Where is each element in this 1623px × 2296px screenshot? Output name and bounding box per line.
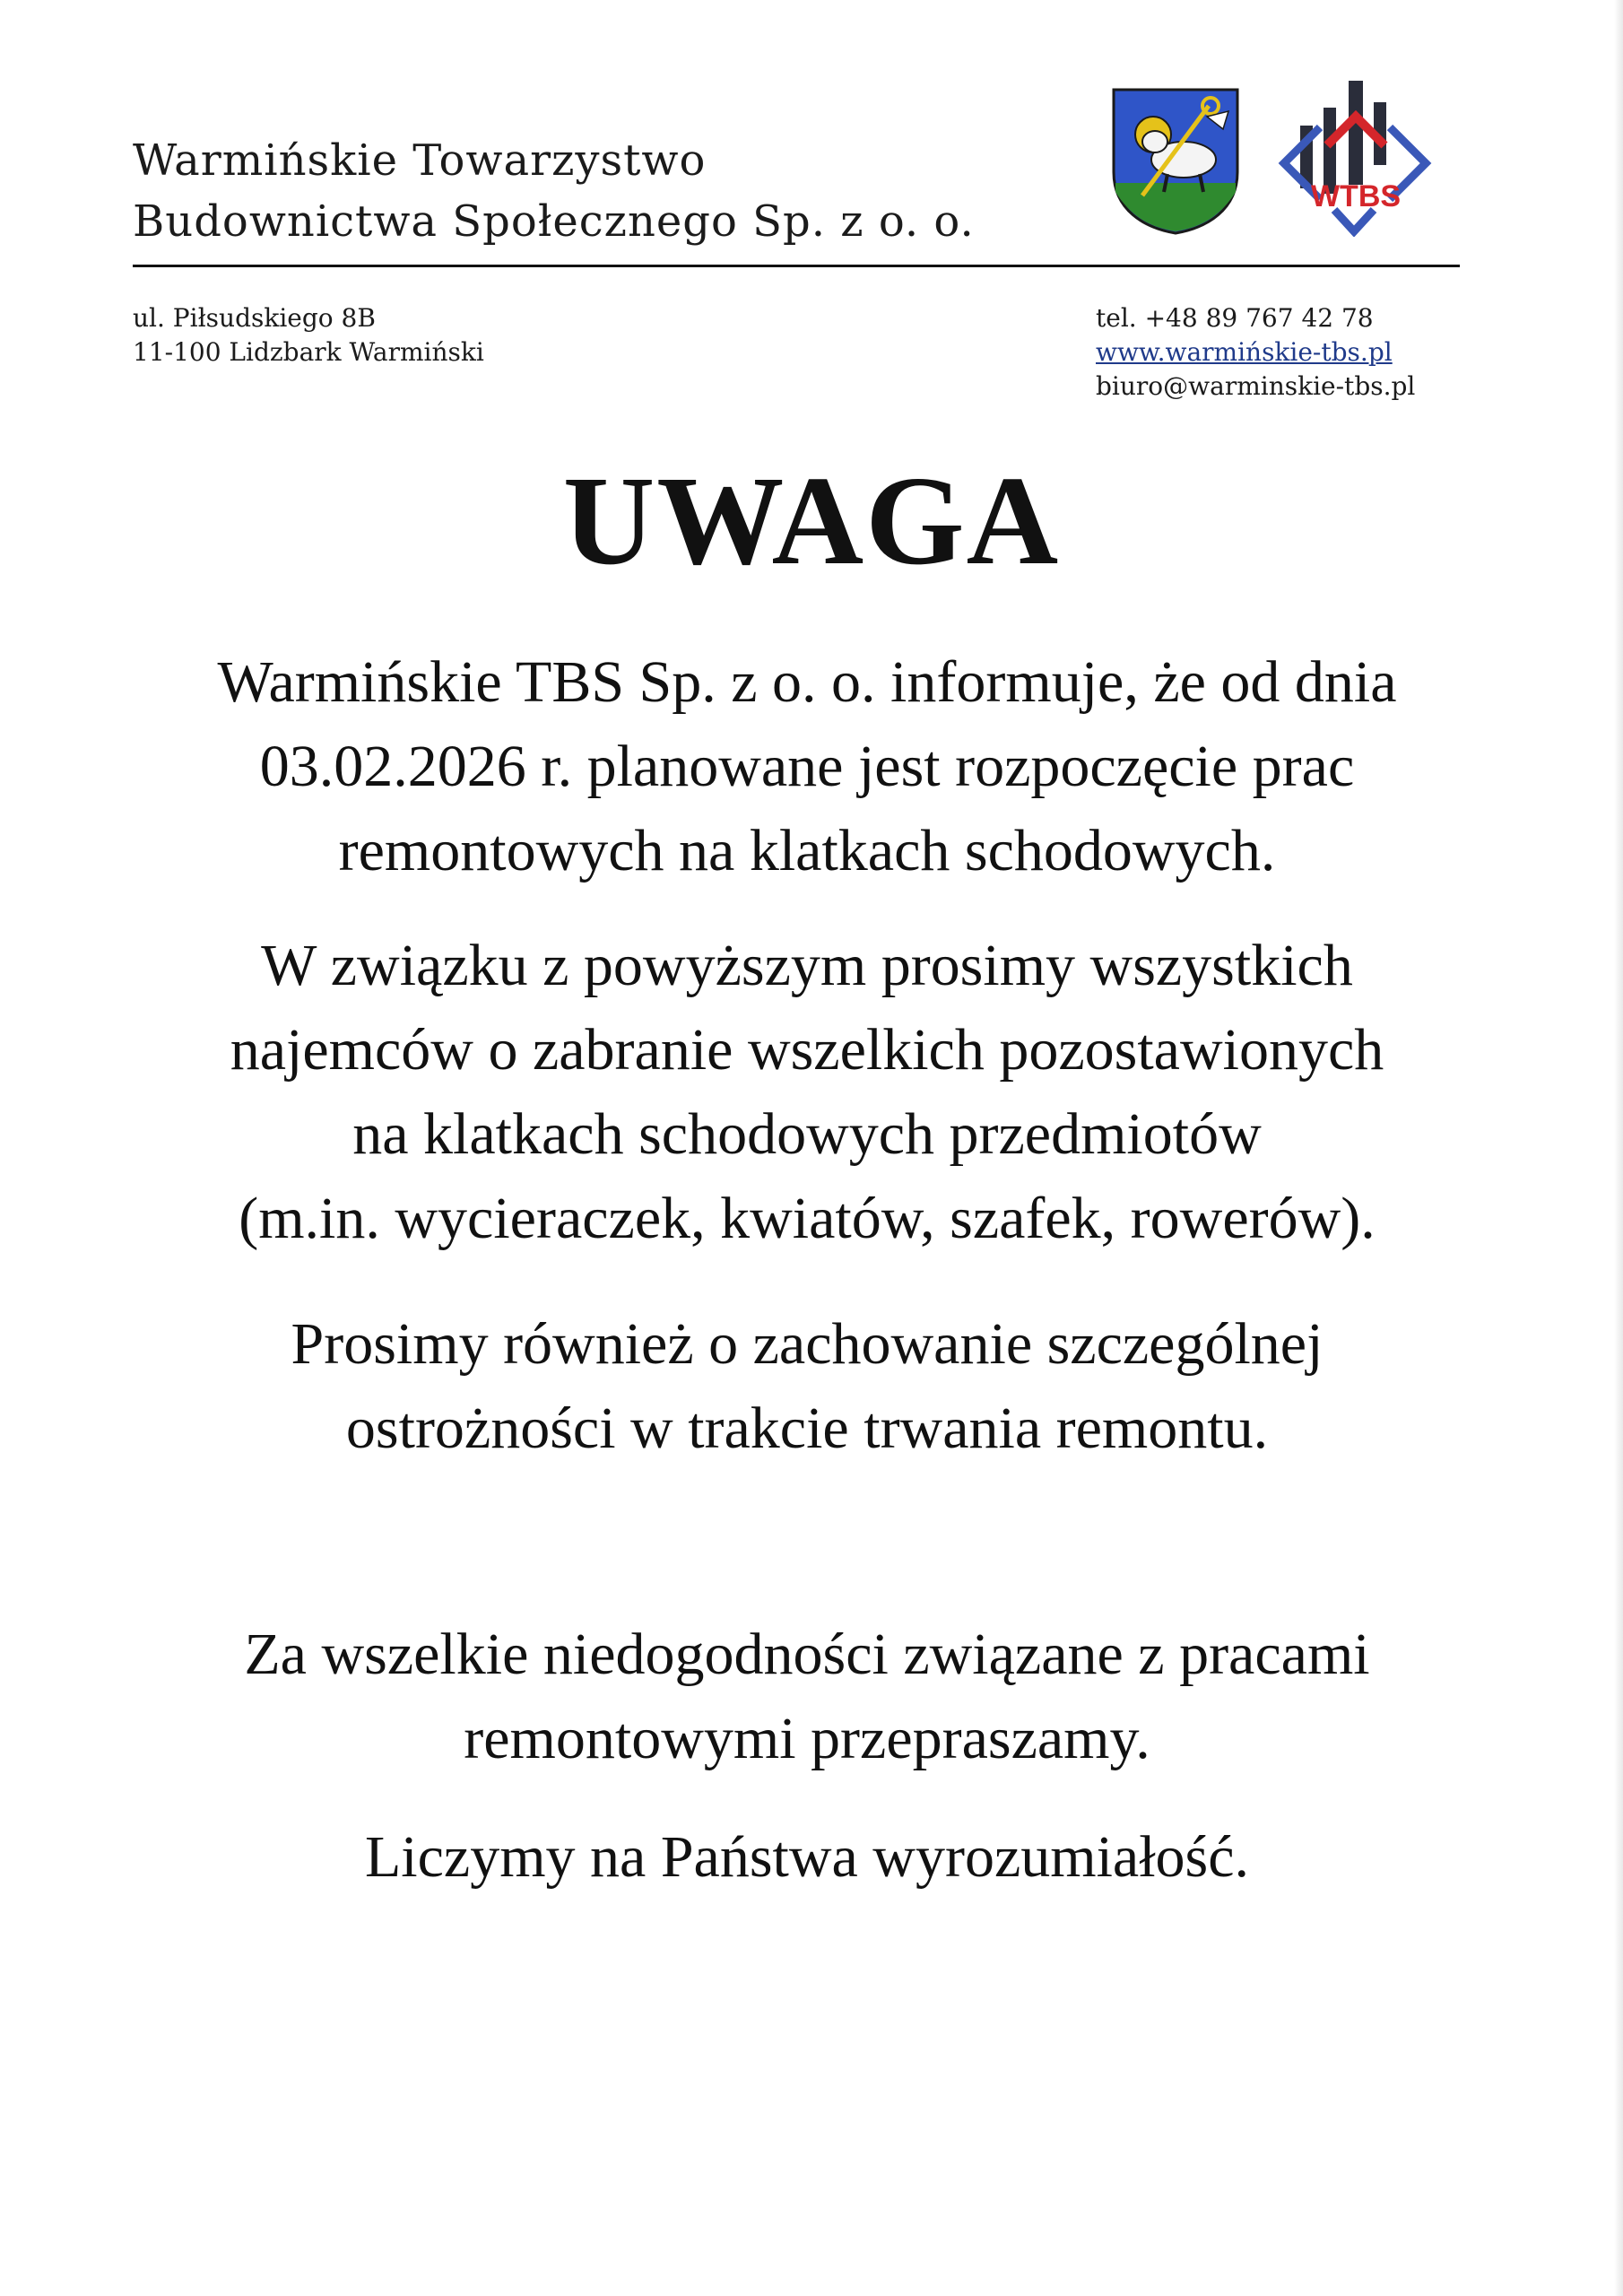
paragraph-line: remontowymi przepraszamy. [464, 1706, 1150, 1771]
paragraph-line: W związku z powyższym prosimy wszystkich [261, 933, 1353, 998]
paragraph-line: 03.02.2026 r. planowane jest rozpoczęcie prac [259, 734, 1355, 799]
company-name [133, 130, 1047, 252]
email-address: biuro@warminskie-tbs.pl [1096, 371, 1416, 401]
wtbs-building-logo [1273, 75, 1435, 237]
paragraph-line: remontowych na klatkach schodowych. [338, 818, 1276, 883]
paragraph-line: na klatkach schodowych przedmiotów [352, 1101, 1262, 1167]
paragraph-caution [108, 1302, 1506, 1471]
company-name-line1: Warmińskie Towarzystwo [133, 135, 707, 186]
contact-block [1096, 301, 1481, 404]
company-name-line2: Budownictwa Społecznego Sp. z o. o. [133, 196, 975, 247]
street-address: ul. Piłsudskiego 8B [133, 303, 376, 333]
paragraph-line: Prosimy również o zachowanie szczególnej [291, 1311, 1324, 1377]
paragraph-apology [108, 1613, 1506, 1781]
paragraph-request-removal [108, 924, 1506, 1261]
paragraph-start-date [108, 640, 1506, 893]
header-divider [133, 265, 1460, 267]
paragraph-line: najemców o zabranie wszelkich pozostawionych [230, 1017, 1384, 1083]
city-address: 11-100 Lidzbark Warmiński [133, 337, 484, 367]
logo-text: WTBS [1310, 179, 1402, 213]
address-block [133, 301, 635, 370]
paragraph-line: (m.in. wycieraczek, kwiatów, szafek, rowerów). [239, 1186, 1376, 1251]
website-link[interactable]: www.warmińskie-tbs.pl [1096, 337, 1393, 367]
paragraph-line: ostrożności w trakcie trwania remontu. [345, 1396, 1269, 1461]
scan-edge-shadow [1614, 0, 1623, 2296]
paragraph-line: Liczymy na Państwa wyrozumiałość. [364, 1824, 1250, 1890]
paragraph-line: Warmińskie TBS Sp. z o. o. informuje, że od dnia [217, 649, 1397, 715]
notice-title: UWAGA [562, 449, 1061, 591]
phone-number: tel. +48 89 767 42 78 [1096, 303, 1374, 333]
paragraph-closing [108, 1815, 1506, 1900]
lamb-crest-icon [1110, 86, 1241, 235]
paragraph-line: Za wszelkie niedogodności związane z pracami [244, 1622, 1370, 1687]
